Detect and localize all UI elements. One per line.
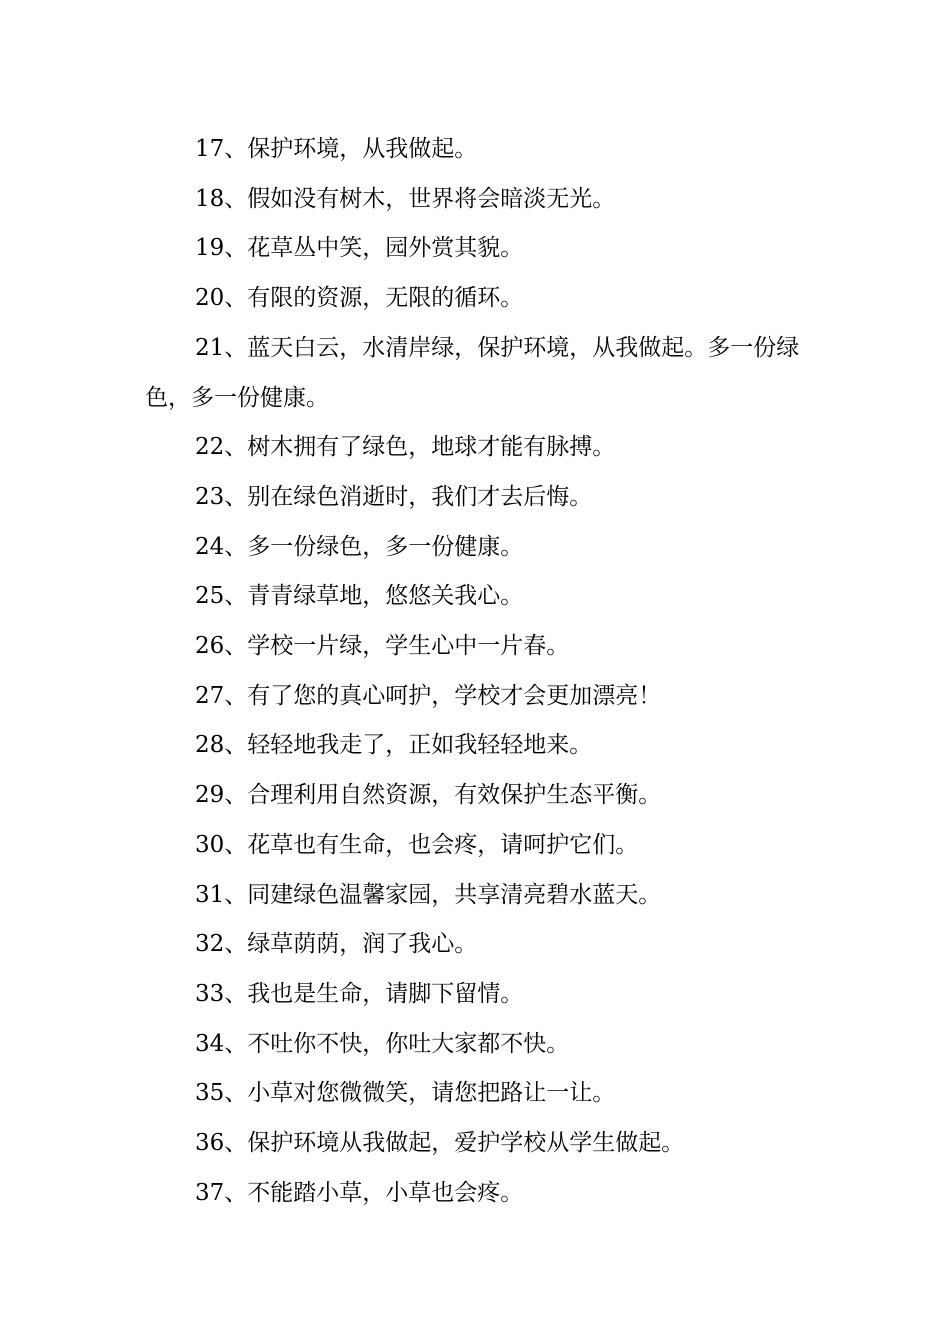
paragraph-27: 27、有了您的真心呵护，学校才会更加漂亮！ <box>195 682 662 709</box>
paragraph-22: 22、树木拥有了绿色，地球才能有脉搏。 <box>195 434 616 461</box>
paragraph-33: 33、我也是生命，请脚下留情。 <box>195 980 524 1007</box>
paragraph-37: 37、不能踏小草，小草也会疼。 <box>195 1179 524 1206</box>
paragraph-26: 26、学校一片绿，学生心中一片春。 <box>195 633 570 660</box>
document-body <box>145 125 810 1218</box>
paragraph-23: 23、别在绿色消逝时，我们才去后悔。 <box>195 483 593 510</box>
paragraph-19: 19、花草丛中笑，园外赏其貌。 <box>195 235 524 262</box>
paragraph-20: 20、有限的资源，无限的循环。 <box>195 285 524 312</box>
paragraph-25: 25、青青绿草地，悠悠关我心。 <box>195 583 524 610</box>
paragraph-31: 31、同建绿色温馨家园，共享清亮碧水蓝天。 <box>195 881 662 908</box>
paragraph-29: 29、合理利用自然资源，有效保护生态平衡。 <box>195 782 662 809</box>
paragraph-21: 21、蓝天白云，水清岸绿，保护环境，从我做起。多一份绿色，多一份健康。 <box>145 334 800 411</box>
paragraph-24: 24、多一份绿色，多一份健康。 <box>195 533 524 560</box>
paragraph-34: 34、不吐你不快，你吐大家都不快。 <box>195 1030 570 1057</box>
paragraph-30: 30、花草也有生命，也会疼，请呵护它们。 <box>195 831 639 858</box>
paragraph-32: 32、绿草荫荫，润了我心。 <box>195 931 478 958</box>
paragraph-36: 36、保护环境从我做起，爱护学校从学生做起。 <box>195 1130 685 1157</box>
paragraph-28: 28、轻轻地我走了，正如我轻轻地来。 <box>195 732 593 759</box>
paragraph-35: 35、小草对您微微笑，请您把路让一让。 <box>195 1080 616 1107</box>
paragraph-18: 18、假如没有树木，世界将会暗淡无光。 <box>195 185 616 212</box>
paragraph-17: 17、保护环境，从我做起。 <box>195 136 478 162</box>
